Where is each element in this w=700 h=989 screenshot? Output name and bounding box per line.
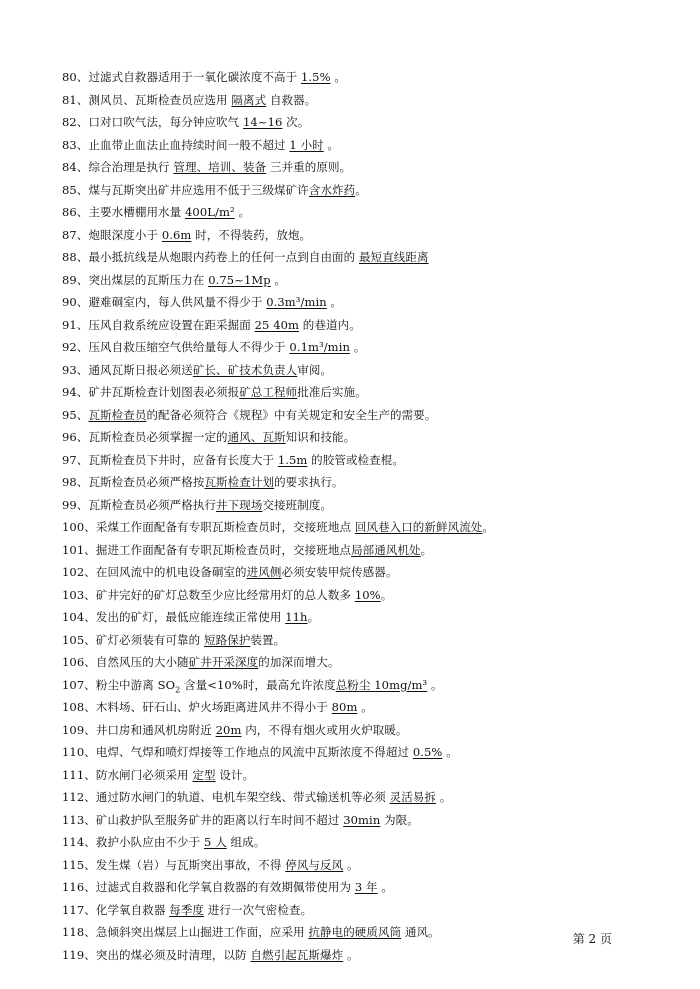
question-number: 99 (62, 497, 77, 512)
question-number: 112 (62, 790, 85, 804)
question-line (62, 89, 662, 112)
answer-text: 1.5% (301, 70, 331, 84)
question-text: 、自然风压的大小随 (84, 655, 189, 669)
answer-text: 管理、培训、装备 (173, 160, 267, 174)
question-line (62, 134, 662, 157)
question-number: 117 (62, 902, 85, 917)
question-line (62, 809, 662, 832)
question-number: 105 (62, 632, 85, 647)
question-number: 96 (62, 430, 77, 444)
question-text: 、炮眼深度小于 (76, 227, 162, 242)
question-number: 113 (62, 812, 85, 827)
question-text: 三并重的原则。 (266, 160, 352, 174)
question-line (62, 179, 662, 202)
question-text: 、急倾斜突出煤层上山掘进工作面，应采用 (84, 925, 309, 939)
question-text: 的胶管或检查棍。 (307, 452, 404, 467)
question-text: 、化学氧自救器 (84, 902, 170, 917)
question-line (62, 66, 662, 89)
question-text: 。 (357, 700, 373, 714)
question-text: 、发出的矿灯，最低应能连续正常使用 (84, 610, 286, 624)
answer-text: 1 小时 (289, 137, 324, 152)
question-number: 100 (62, 520, 85, 534)
question-text: 、矿井瓦斯检查计划图表必须报 (76, 385, 240, 399)
page-number: 第 2 页 (572, 932, 612, 946)
question-line (62, 719, 662, 742)
question-text: 、木料场、矸石山、炉火场距离进风井不得小于 (84, 700, 332, 714)
question-text: 、突出煤层的瓦斯压力在 (76, 272, 209, 287)
question-number: 104 (62, 610, 85, 624)
question-text: 、在回风流中的机电设备硐室的 (84, 565, 247, 579)
question-text: 的加深而增大。 (258, 655, 340, 669)
answer-text: 0.75~1Mp (208, 272, 271, 287)
question-line (62, 674, 662, 697)
question-text: 、通过防水闸门的轨道、电机车架空线、带式输送机等必须 (84, 790, 390, 804)
question-text: 的配备必须符合《规程》中有关规定和安全生产的需要。 (146, 407, 437, 422)
answer-text: 含水炸药 (308, 182, 356, 197)
answer-text: 3 年 (354, 880, 378, 894)
question-text: 的要求执行。 (274, 475, 344, 489)
question-line (62, 696, 662, 719)
answer-text: 400L/m² (185, 205, 235, 219)
question-text: 、煤与瓦斯突出矿井应选用不低于三级煤矿许 (76, 182, 309, 197)
answer-text: 0.1m³/min (289, 340, 350, 354)
question-number: 106 (62, 655, 85, 669)
question-text: 。 (427, 677, 443, 692)
question-line (62, 764, 662, 787)
question-number: 98 (62, 475, 77, 489)
question-number: 118 (62, 925, 85, 939)
question-text: 进行一次气密检查。 (204, 902, 313, 917)
question-line (62, 584, 662, 607)
question-line (62, 471, 662, 494)
question-text: 。 (270, 272, 287, 287)
question-line (62, 426, 662, 449)
question-line (62, 854, 662, 877)
question-line (62, 629, 662, 652)
question-number: 87 (62, 227, 77, 242)
question-text: 为限。 (380, 812, 419, 827)
question-text: 、防水闸门必须采用 (84, 767, 193, 782)
question-text: 、采煤工作面配备有专职瓦斯检查员时，交接班地点 (84, 520, 355, 534)
question-text: 。 (482, 520, 495, 534)
answer-text: 0.3m³/min (266, 295, 327, 309)
question-text: 知识和技能。 (285, 430, 356, 444)
question-number: 82 (62, 115, 77, 129)
question-text: 、避难硐室内，每人供风量不得少于 (76, 295, 267, 309)
question-text: 必须安装甲烷传感器。 (281, 565, 398, 579)
question-line (62, 786, 662, 809)
question-list (62, 66, 662, 966)
question-text: 。 (442, 745, 458, 759)
question-number: 116 (62, 880, 85, 894)
question-line (62, 404, 662, 427)
question-text: 通风。 (401, 925, 440, 939)
question-text: 、压风自救系统应设置在距采掘面 (76, 317, 255, 332)
question-line (62, 314, 662, 337)
question-text: 、测风员、瓦斯检查员应选用 (76, 92, 232, 107)
question-number: 94 (62, 385, 77, 399)
question-line (62, 876, 662, 899)
question-line (62, 291, 662, 314)
question-text: 、最小抵抗线是从炮眼内药卷上的任何一点到自由面的 (76, 250, 359, 264)
answer-text: 11h (285, 610, 308, 624)
answer-text: 0.5% (412, 745, 443, 759)
question-text: 。 (420, 542, 433, 557)
question-number: 115 (62, 857, 85, 872)
answer-text: 总粉尘 10mg/m³ (335, 677, 428, 692)
question-text: 、救护小队应由不少于 (84, 835, 205, 849)
question-text: 。 (343, 947, 359, 962)
question-text: 、瓦斯检查员必须严格按 (76, 475, 205, 489)
question-number: 86 (62, 205, 77, 219)
question-text: 。 (234, 205, 251, 219)
question-number: 92 (62, 340, 77, 354)
question-text: 、 (76, 407, 89, 422)
subscript-text: 2 (175, 684, 181, 694)
question-line (62, 156, 662, 179)
answer-text: 自燃引起瓦斯爆炸 (250, 947, 344, 962)
answer-text: 矿井开采深度 (188, 655, 259, 669)
answer-text: 最短直线距离 (359, 250, 429, 264)
question-line (62, 741, 662, 764)
question-number: 114 (62, 835, 85, 849)
answer-text: 局部通风机处 (351, 542, 421, 557)
question-text: 、矿井完好的矿灯总数至少应比经常用灯的总人数多 (84, 587, 355, 602)
question-line (62, 494, 662, 517)
question-text: 。 (326, 295, 343, 309)
question-number: 110 (62, 745, 85, 759)
question-text: 。 (355, 182, 367, 197)
answer-text: 矿长、矿技术负责人 (192, 362, 298, 377)
answer-text: 定型 (192, 767, 216, 782)
answer-text: 1.5m (277, 452, 308, 467)
answer-text: 瓦斯检查员 (88, 407, 147, 422)
question-number: 88 (62, 250, 77, 264)
question-text: 、过滤式自救器适用于一氧化碳浓度不高于 (76, 70, 301, 84)
question-line (62, 359, 662, 382)
question-text: 。 (436, 790, 452, 804)
question-number: 83 (62, 137, 77, 152)
question-number: 103 (62, 587, 85, 602)
question-number: 107 (62, 677, 85, 692)
question-text: 、止血带止血法止血持续时间一般不超过 (76, 137, 290, 152)
question-number: 84 (62, 160, 77, 174)
question-number: 89 (62, 272, 77, 287)
question-text: 、井口房和通风机房附近 (84, 722, 216, 737)
question-number: 108 (62, 700, 85, 714)
question-text: 审阅。 (297, 362, 333, 377)
question-text: 、掘进工作面配备有专职瓦斯检查员时，交接班地点 (84, 542, 352, 557)
question-number: 97 (62, 452, 77, 467)
question-text: 、压风自救压缩空气供给量每人不得少于 (76, 340, 290, 354)
question-text: 时，不得装药，放炮。 (191, 227, 312, 242)
question-text: 、综合治理是执行 (76, 160, 174, 174)
question-line (62, 224, 662, 247)
question-text: 设计。 (215, 767, 255, 782)
question-text: 、矿山救护队至服务矿井的距离以行车时间不超过 (84, 812, 344, 827)
question-text: 。 (377, 880, 393, 894)
question-text: 、口对口吹气法，每分钟应吹气 (76, 115, 243, 129)
answer-text: 短路保护 (204, 632, 251, 647)
answer-text: 井下现场 (216, 497, 263, 512)
question-number: 111 (62, 767, 85, 782)
answer-text: 每季度 (169, 902, 205, 917)
question-line (62, 606, 662, 629)
question-text: 、通风瓦斯日报必须送 (76, 362, 193, 377)
question-line (62, 111, 662, 134)
question-line (62, 561, 662, 584)
question-line (62, 831, 662, 854)
answer-text: 5 人 (204, 835, 227, 849)
answer-text: 0.6m (161, 227, 192, 242)
answer-text: 80m (331, 700, 358, 714)
question-text: 批准后实施。 (297, 385, 367, 399)
question-text: 内，不得有烟火或用火炉取暖。 (241, 722, 408, 737)
answer-text: 回风巷入口的新鲜风流处 (354, 520, 483, 534)
question-number: 85 (62, 182, 77, 197)
question-number: 101 (62, 542, 85, 557)
question-text: 、矿灯必须装有可靠的 (84, 632, 205, 647)
question-text: 、发生煤（岩）与瓦斯突出事故，不得 (84, 857, 286, 872)
answer-text: 隔离式 (231, 92, 267, 107)
question-line (62, 269, 662, 292)
answer-text: 25 40m (254, 317, 300, 332)
question-text: 、瓦斯检查员必须严格执行 (76, 497, 217, 512)
question-text: 含量<10%时，最高允许浓度 (180, 677, 336, 692)
question-text: 、瓦斯检查员必须掌握一定的 (76, 430, 228, 444)
question-text: 、粉尘中游离 SO (84, 677, 176, 692)
question-line (62, 381, 662, 404)
question-text: 。 (307, 610, 320, 624)
answer-text: 抗静电的硬质风筒 (308, 925, 402, 939)
question-text: 次。 (282, 115, 310, 129)
question-line (62, 651, 662, 674)
question-text: 、过滤式自救器和化学氧自救器的有效期佩带使用为 (84, 880, 355, 894)
question-text: 、突出的煤必须及时清理，以防 (84, 947, 251, 962)
answer-text: 停风与反风 (285, 857, 344, 872)
question-line (62, 899, 662, 922)
question-line (62, 246, 662, 269)
question-number: 119 (62, 947, 85, 962)
answer-text: 10% (354, 587, 381, 602)
question-line (62, 336, 662, 359)
question-line (62, 516, 662, 539)
answer-text: 30min (343, 812, 381, 827)
question-text: 自救器。 (266, 92, 317, 107)
question-line (62, 201, 662, 224)
question-number: 91 (62, 317, 77, 332)
answer-text: 通风、瓦斯 (227, 430, 286, 444)
question-text: 装置。 (250, 632, 286, 647)
question-number: 109 (62, 722, 85, 737)
question-number: 80 (62, 70, 77, 84)
answer-text: 14~16 (243, 115, 283, 129)
question-text: 的巷道内。 (299, 317, 361, 332)
answer-text: 瓦斯检查计划 (204, 475, 275, 489)
question-text: 。 (330, 70, 346, 84)
question-text: 。 (323, 137, 340, 152)
question-text: 、主要水槽棚用水量 (76, 205, 185, 219)
question-line (62, 449, 662, 472)
question-text: 组成。 (226, 835, 266, 849)
question-text: 。 (380, 587, 393, 602)
answer-text: 矿总工程师 (239, 385, 298, 399)
answer-text: 灵活易拆 (389, 790, 437, 804)
question-text: 、电焊、气焊和喷灯焊接等工作地点的风流中瓦斯浓度不得超过 (84, 745, 413, 759)
question-line (62, 539, 662, 562)
question-text: 交接班制度。 (262, 497, 333, 512)
question-text: 。 (343, 857, 359, 872)
answer-text: 进风侧 (246, 565, 282, 579)
question-text: 、瓦斯检查员下井时，应备有长度大于 (76, 452, 278, 467)
question-number: 90 (62, 295, 77, 309)
question-number: 95 (62, 407, 77, 422)
answer-text: 20m (215, 722, 242, 737)
question-text: 。 (349, 340, 366, 354)
question-number: 93 (62, 362, 77, 377)
question-number: 81 (62, 92, 77, 107)
question-number: 102 (62, 565, 85, 579)
